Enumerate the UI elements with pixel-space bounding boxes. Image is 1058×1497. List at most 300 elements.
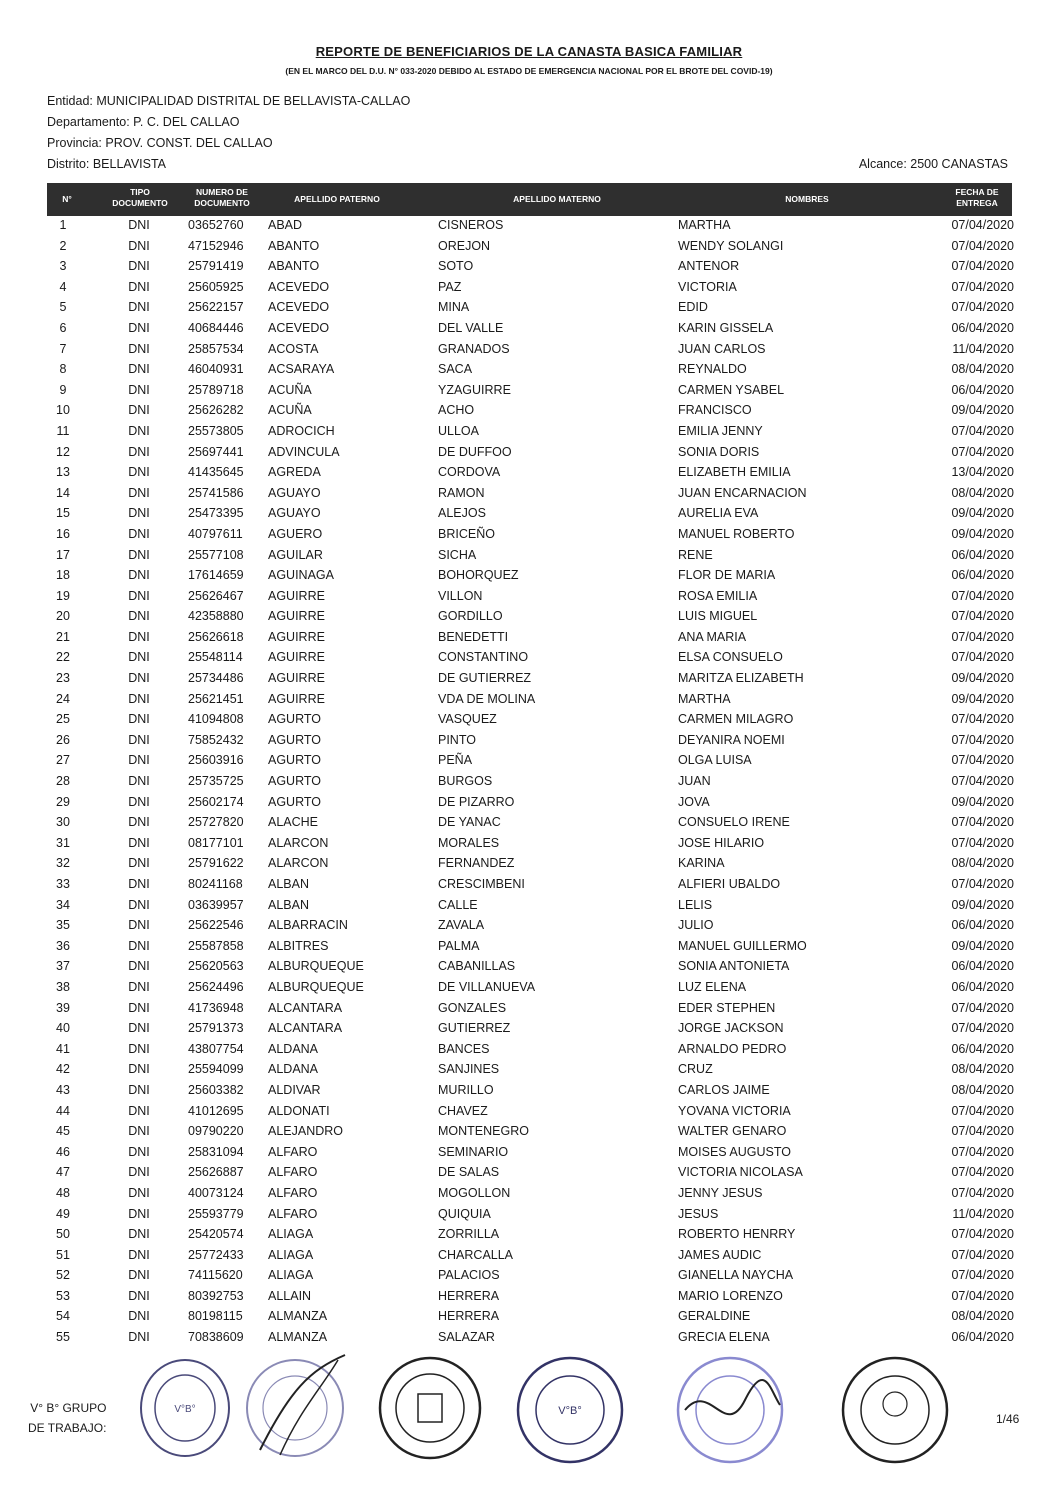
doc-type: DNI (128, 403, 150, 418)
doc-type: DNI (128, 1000, 150, 1015)
stamp-seal-3 (370, 1350, 490, 1460)
nombres: JOVA (678, 794, 710, 809)
row-number: 28 (56, 774, 70, 789)
apellido-paterno: ALMANZA (268, 1309, 328, 1324)
row-number: 5 (59, 300, 67, 315)
row-number: 1 (59, 218, 67, 232)
doc-number: 25602174 (188, 794, 244, 809)
doc-number: 25622157 (188, 300, 244, 315)
doc-number: 25573805 (188, 423, 244, 438)
doc-number: 40073124 (188, 1185, 244, 1200)
table-row (0, 380, 1058, 401)
apellido-materno: SOTO (438, 259, 474, 274)
doc-number: 70838609 (188, 1330, 244, 1345)
doc-number: 75852432 (188, 732, 244, 747)
apellido-paterno: AGUIRRE (268, 650, 325, 665)
doc-number: 25831094 (188, 1144, 244, 1159)
apellido-materno: PAZ (438, 279, 462, 294)
doc-number: 25727820 (188, 815, 244, 830)
nombres: LUIS MIGUEL (678, 609, 758, 624)
fecha-entrega: 08/04/2020 (951, 1062, 1014, 1077)
table-row (0, 1327, 1058, 1348)
table-row (0, 297, 1058, 318)
row-number: 50 (56, 1227, 70, 1242)
apellido-materno: CRESCIMBENI (438, 877, 525, 891)
nombres: JOSE HILARIO (678, 835, 765, 850)
fecha-entrega: 09/04/2020 (951, 938, 1014, 953)
doc-type: DNI (128, 1206, 150, 1221)
fecha-entrega: 06/04/2020 (951, 918, 1014, 933)
fecha-entrega: 07/04/2020 (951, 753, 1014, 768)
apellido-paterno: ALBAN (268, 877, 309, 891)
doc-type: DNI (128, 506, 150, 521)
table-row (0, 771, 1058, 792)
apellido-materno: ZAVALA (438, 918, 485, 933)
nombres: CARMEN MILAGRO (678, 712, 794, 727)
fecha-entrega: 08/04/2020 (951, 856, 1014, 871)
table-row (0, 812, 1058, 833)
doc-type: DNI (128, 1021, 150, 1036)
apellido-materno: ACHO (438, 403, 475, 418)
row-number: 4 (59, 279, 67, 294)
fecha-entrega: 07/04/2020 (951, 279, 1014, 294)
row-number: 41 (56, 1041, 70, 1056)
doc-type: DNI (128, 1082, 150, 1097)
fecha-entrega: 07/04/2020 (951, 1268, 1014, 1283)
doc-type: DNI (128, 485, 150, 500)
row-number: 47 (56, 1165, 70, 1180)
apellido-materno: ULLOA (438, 423, 479, 438)
nombres: GRECIA ELENA (678, 1330, 770, 1345)
table-row (0, 1204, 1058, 1225)
apellido-paterno: ALARCON (268, 835, 329, 850)
apellido-materno: VILLON (438, 588, 483, 603)
table-row (0, 339, 1058, 360)
table-row (0, 1121, 1058, 1142)
doc-number: 25594099 (188, 1062, 244, 1077)
doc-type: DNI (128, 547, 150, 562)
row-number: 30 (56, 815, 70, 830)
apellido-materno: BOHORQUEZ (438, 568, 519, 583)
nombres: ALFIERI UBALDO (678, 877, 781, 891)
table-row (0, 730, 1058, 751)
doc-number: 46040931 (188, 362, 244, 377)
row-number: 6 (59, 320, 67, 335)
table-row (0, 1039, 1058, 1060)
doc-number: 25789718 (188, 382, 244, 397)
doc-type: DNI (128, 444, 150, 459)
distrito-label: Distrito: BELLAVISTA (47, 157, 167, 171)
row-number: 33 (56, 877, 70, 891)
apellido-paterno: ABANTO (268, 238, 320, 253)
fecha-entrega: 07/04/2020 (951, 423, 1014, 438)
nombres: FLOR DE MARIA (678, 568, 776, 583)
doc-number: 25791622 (188, 856, 244, 871)
table-row (0, 792, 1058, 813)
apellido-paterno: AGUIRRE (268, 629, 325, 644)
row-number: 18 (56, 568, 70, 583)
apellido-paterno: ALFARO (268, 1144, 318, 1159)
header-numero-1: NUMERO DE (196, 187, 248, 197)
doc-type: DNI (128, 1144, 150, 1159)
row-number: 34 (56, 897, 70, 912)
page-number: 1/46 (996, 1412, 1020, 1426)
apellido-materno: PALMA (438, 938, 480, 953)
nombres: JUAN CARLOS (678, 341, 766, 356)
apellido-materno: MURILLO (438, 1082, 494, 1097)
apellido-materno: SALAZAR (438, 1330, 495, 1345)
fecha-entrega: 09/04/2020 (951, 526, 1014, 541)
nombres: WALTER GENARO (678, 1124, 787, 1139)
doc-type: DNI (128, 712, 150, 727)
fecha-entrega: 07/04/2020 (951, 1144, 1014, 1159)
fecha-entrega: 07/04/2020 (951, 218, 1014, 232)
row-number: 35 (56, 918, 70, 933)
fecha-entrega: 09/04/2020 (951, 403, 1014, 418)
table-row (0, 1018, 1058, 1039)
nombres: VICTORIA NICOLASA (678, 1165, 803, 1180)
doc-type: DNI (128, 341, 150, 356)
apellido-paterno: ALCANTARA (268, 1000, 343, 1015)
table-header (47, 183, 1012, 216)
apellido-paterno: ALLAIN (268, 1288, 312, 1303)
doc-number: 25587858 (188, 938, 244, 953)
apellido-materno: MINA (438, 300, 470, 315)
nombres: MARITZA ELIZABETH (678, 671, 804, 686)
table-row (0, 936, 1058, 957)
row-number: 26 (56, 732, 70, 747)
nombres: OLGA LUISA (678, 753, 752, 768)
row-number: 52 (56, 1268, 70, 1283)
nombres: YOVANA VICTORIA (678, 1103, 791, 1118)
doc-number: 25735725 (188, 774, 244, 789)
apellido-materno: MORALES (438, 835, 500, 850)
stamp-seal-1 (135, 1350, 235, 1460)
row-number: 9 (59, 382, 67, 397)
apellido-materno: CORDOVA (438, 465, 501, 480)
fecha-entrega: 08/04/2020 (951, 362, 1014, 377)
table-row (0, 215, 1058, 236)
fecha-entrega: 07/04/2020 (951, 1288, 1014, 1303)
doc-number: 80198115 (188, 1309, 243, 1324)
table-row (0, 236, 1058, 257)
apellido-paterno: AGUAYO (268, 506, 321, 521)
row-number: 48 (56, 1185, 70, 1200)
fecha-entrega: 07/04/2020 (951, 300, 1014, 315)
apellido-paterno: AGUINAGA (268, 568, 334, 583)
doc-number: 25473395 (188, 506, 244, 521)
nombres: MANUEL GUILLERMO (678, 938, 807, 953)
apellido-materno: BRICEÑO (438, 526, 495, 541)
row-number: 11 (56, 423, 70, 438)
table-row (0, 442, 1058, 463)
row-number: 15 (56, 506, 70, 521)
nombres: SONIA DORIS (678, 444, 760, 459)
doc-type: DNI (128, 218, 150, 232)
fecha-entrega: 07/04/2020 (951, 588, 1014, 603)
header-paterno: APELLIDO PATERNO (294, 194, 380, 204)
doc-number: 25624496 (188, 979, 244, 994)
header-numero (182, 187, 262, 209)
apellido-paterno: ADROCICH (268, 423, 335, 438)
nombres: JUAN (678, 774, 711, 789)
apellido-paterno: ALDANA (268, 1062, 319, 1077)
apellido-materno: SACA (438, 362, 473, 377)
doc-type: DNI (128, 568, 150, 583)
nombres: DEYANIRA NOEMI (678, 732, 785, 747)
apellido-materno: FERNANDEZ (438, 856, 515, 871)
doc-type: DNI (128, 877, 150, 891)
row-number: 13 (56, 465, 70, 480)
fecha-entrega: 07/04/2020 (951, 732, 1014, 747)
apellido-paterno: ABANTO (268, 259, 320, 274)
header-tipo-1: TIPO (130, 187, 150, 197)
fecha-entrega: 09/04/2020 (951, 897, 1014, 912)
row-number: 12 (56, 444, 70, 459)
doc-type: DNI (128, 1103, 150, 1118)
header-tipo-2: DOCUMENTO (112, 198, 168, 209)
apellido-paterno: ALDIVAR (268, 1082, 321, 1097)
apellido-paterno: ALBITRES (268, 938, 329, 953)
row-number: 7 (59, 341, 67, 356)
table-row (0, 586, 1058, 607)
table-row (0, 627, 1058, 648)
apellido-materno: DE VILLANUEVA (438, 979, 536, 994)
doc-number: 25577108 (188, 547, 244, 562)
doc-number: 25697441 (188, 444, 244, 459)
doc-number: 41435645 (188, 465, 244, 480)
table-row (0, 1142, 1058, 1163)
fecha-entrega: 06/04/2020 (951, 547, 1014, 562)
fecha-entrega: 08/04/2020 (951, 1082, 1014, 1097)
apellido-paterno: AGURTO (268, 712, 322, 727)
apellido-paterno: ALBURQUEQUE (268, 959, 364, 974)
apellido-paterno: AGURTO (268, 774, 322, 789)
doc-number: 17614659 (188, 568, 244, 583)
nombres: RENE (678, 547, 713, 562)
doc-number: 25734486 (188, 671, 244, 686)
doc-type: DNI (128, 279, 150, 294)
apellido-paterno: ALEJANDRO (268, 1124, 344, 1139)
fecha-entrega: 07/04/2020 (951, 1165, 1014, 1180)
header-numero-2: DOCUMENTO (194, 198, 250, 209)
apellido-materno: GORDILLO (438, 609, 503, 624)
apellido-paterno: ACUÑA (268, 382, 312, 397)
row-number: 8 (59, 362, 67, 377)
header-materno: APELLIDO MATERNO (513, 194, 601, 204)
nombres: LELIS (678, 897, 713, 912)
apellido-materno: BURGOS (438, 774, 493, 789)
apellido-materno: CABANILLAS (438, 959, 516, 974)
doc-number: 25626282 (188, 403, 244, 418)
fecha-entrega: 09/04/2020 (951, 671, 1014, 686)
doc-type: DNI (128, 320, 150, 335)
apellido-paterno: ACEVEDO (268, 320, 330, 335)
doc-type: DNI (128, 794, 150, 809)
doc-type: DNI (128, 1124, 150, 1139)
fecha-entrega: 06/04/2020 (951, 1330, 1014, 1345)
table-row (0, 1224, 1058, 1245)
apellido-materno: CISNEROS (438, 218, 504, 232)
row-number: 21 (56, 629, 70, 644)
row-number: 10 (56, 403, 70, 418)
vb-line-2: DE TRABAJO: (28, 1421, 107, 1435)
table-row (0, 400, 1058, 421)
fecha-entrega: 07/04/2020 (951, 629, 1014, 644)
doc-type: DNI (128, 1268, 150, 1283)
nombres: GIANELLA NAYCHA (678, 1268, 794, 1283)
doc-number: 25791373 (188, 1021, 244, 1036)
apellido-paterno: AGUILAR (268, 547, 323, 562)
table-row (0, 895, 1058, 916)
apellido-materno: SANJINES (438, 1062, 500, 1077)
fecha-entrega: 13/04/2020 (951, 465, 1014, 480)
doc-type: DNI (128, 1165, 150, 1180)
apellido-materno: DE PIZARRO (438, 794, 515, 809)
apellido-materno: VASQUEZ (438, 712, 497, 727)
row-number: 31 (56, 835, 70, 850)
table-row (0, 256, 1058, 277)
nombres: JESUS (678, 1206, 719, 1221)
nombres: CRUZ (678, 1062, 713, 1077)
doc-number: 80392753 (188, 1288, 244, 1303)
departamento-label: Departamento: P. C. DEL CALLAO (47, 115, 240, 129)
table-row (0, 1183, 1058, 1204)
nombres: VICTORIA (678, 279, 737, 294)
apellido-materno: QUIQUIA (438, 1206, 491, 1221)
table-row (0, 709, 1058, 730)
apellido-paterno: AGURTO (268, 732, 322, 747)
apellido-paterno: ACEVEDO (268, 279, 330, 294)
doc-number: 25622546 (188, 918, 244, 933)
apellido-materno: HERRERA (438, 1288, 500, 1303)
apellido-materno: ALEJOS (438, 506, 486, 521)
nombres: CARLOS JAIME (678, 1082, 770, 1097)
nombres: WENDY SOLANGI (678, 238, 784, 253)
row-number: 19 (56, 588, 70, 603)
table-row (0, 462, 1058, 483)
doc-type: DNI (128, 465, 150, 480)
table-row (0, 565, 1058, 586)
doc-number: 25741586 (188, 485, 244, 500)
row-number: 55 (56, 1330, 70, 1345)
doc-number: 43807754 (188, 1041, 244, 1056)
report-title: REPORTE DE BENEFICIARIOS DE LA CANASTA BASICA FAMILIAR (315, 44, 743, 59)
nombres: JAMES AUDIC (678, 1247, 762, 1262)
apellido-paterno: ACEVEDO (268, 300, 330, 315)
table-row (0, 1059, 1058, 1080)
doc-number: 25420574 (188, 1227, 244, 1242)
fecha-entrega: 06/04/2020 (951, 320, 1014, 335)
apellido-paterno: ALARCON (268, 856, 329, 871)
doc-type: DNI (128, 300, 150, 315)
apellido-materno: BANCES (438, 1041, 490, 1056)
table-row (0, 915, 1058, 936)
doc-type: DNI (128, 423, 150, 438)
doc-number: 41736948 (188, 1000, 244, 1015)
fecha-entrega: 08/04/2020 (951, 1309, 1014, 1324)
table-row (0, 874, 1058, 895)
nombres: KARIN GISSELA (678, 320, 774, 335)
nombres: SONIA ANTONIETA (678, 959, 790, 974)
doc-number: 25772433 (188, 1247, 244, 1262)
apellido-paterno: ALMANZA (268, 1330, 328, 1345)
doc-number: 25626618 (188, 629, 244, 644)
nombres: EDID (678, 300, 708, 315)
apellido-paterno: ALDANA (268, 1041, 319, 1056)
row-number: 29 (56, 794, 70, 809)
fecha-entrega: 07/04/2020 (951, 609, 1014, 624)
apellido-paterno: AGUIRRE (268, 691, 325, 706)
fecha-entrega: 07/04/2020 (951, 1021, 1014, 1036)
nombres: JORGE JACKSON (678, 1021, 784, 1036)
table-row (0, 998, 1058, 1019)
doc-type: DNI (128, 938, 150, 953)
row-number: 36 (56, 938, 70, 953)
apellido-materno: VDA DE MOLINA (438, 691, 536, 706)
header-fecha-1: FECHA DE (955, 187, 999, 197)
table-row (0, 956, 1058, 977)
apellido-materno: DE GUTIERREZ (438, 671, 532, 686)
doc-number: 80241168 (188, 877, 243, 891)
nombres: REYNALDO (678, 362, 747, 377)
fecha-entrega: 07/04/2020 (951, 1103, 1014, 1118)
fecha-entrega: 07/04/2020 (951, 238, 1014, 253)
fecha-entrega: 07/04/2020 (951, 877, 1014, 891)
fecha-entrega: 07/04/2020 (951, 815, 1014, 830)
doc-type: DNI (128, 362, 150, 377)
vb-grupo-label (28, 1398, 106, 1438)
stamp-seal-4 (510, 1350, 630, 1465)
doc-number: 25857534 (188, 341, 244, 356)
apellido-paterno: AGUERO (268, 526, 323, 541)
apellido-materno: DEL VALLE (438, 320, 504, 335)
doc-number: 08177101 (188, 835, 244, 850)
doc-type: DNI (128, 897, 150, 912)
nombres: ANTENOR (678, 259, 740, 274)
apellido-paterno: ACUÑA (268, 403, 312, 418)
nombres: JUAN ENCARNACION (678, 485, 807, 500)
apellido-paterno: ALFARO (268, 1185, 318, 1200)
table-row (0, 668, 1058, 689)
apellido-paterno: ALFARO (268, 1206, 318, 1221)
fecha-entrega: 06/04/2020 (951, 959, 1014, 974)
row-number: 16 (56, 526, 70, 541)
doc-type: DNI (128, 609, 150, 624)
nombres: MANUEL ROBERTO (678, 526, 795, 541)
nombres: CONSUELO IRENE (678, 815, 790, 830)
nombres: ROSA EMILIA (678, 588, 758, 603)
doc-type: DNI (128, 753, 150, 768)
fecha-entrega: 06/04/2020 (951, 382, 1014, 397)
doc-number: 25605925 (188, 279, 244, 294)
row-number: 20 (56, 609, 70, 624)
doc-number: 25791419 (188, 259, 244, 274)
table-row (0, 750, 1058, 771)
header-tipo (105, 187, 175, 209)
nombres: ELIZABETH EMILIA (678, 465, 791, 480)
fecha-entrega: 07/04/2020 (951, 835, 1014, 850)
nombres: MOISES AUGUSTO (678, 1144, 791, 1159)
apellido-paterno: ALBAN (268, 897, 309, 912)
doc-type: DNI (128, 1247, 150, 1262)
doc-type: DNI (128, 835, 150, 850)
fecha-entrega: 06/04/2020 (951, 979, 1014, 994)
nombres: ARNALDO PEDRO (678, 1041, 787, 1056)
table-row (0, 503, 1058, 524)
table-row (0, 1080, 1058, 1101)
row-number: 25 (56, 712, 70, 727)
